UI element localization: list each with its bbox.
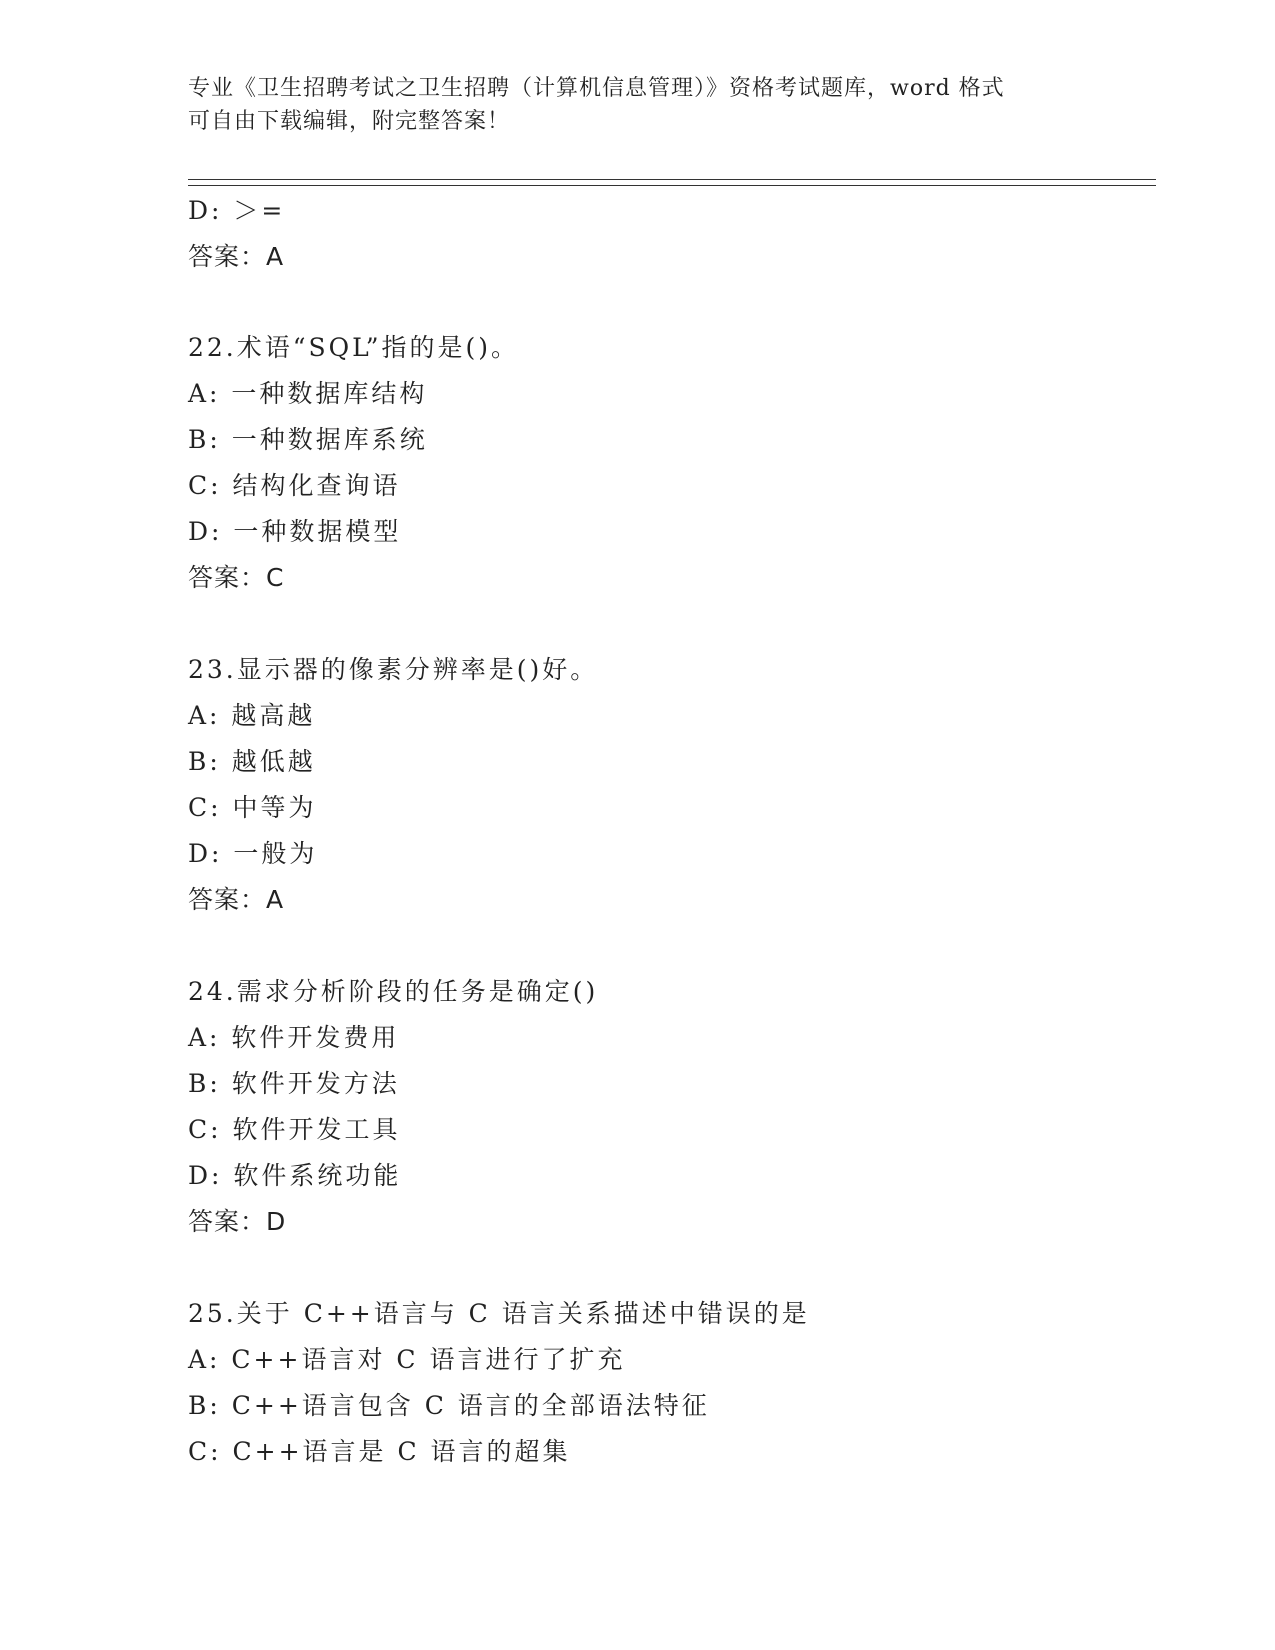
option-d: D: 一种数据模型 [188, 517, 402, 546]
header-divider [188, 179, 1156, 186]
option-d: D: 软件系统功能 [188, 1161, 402, 1190]
option-c: C: C++语言是 C 语言的超集 [188, 1437, 571, 1466]
document-header [188, 72, 1088, 138]
option-b: B: 越低越 [188, 747, 316, 776]
answer: 答案：D [188, 1207, 287, 1236]
question-stem: 23.显示器的像素分辨率是()好。 [188, 655, 599, 684]
prev-option-d: D: ＞= [188, 196, 286, 225]
option-b: B: C++语言包含 C 语言的全部语法特征 [188, 1391, 710, 1420]
option-a: A: 软件开发费用 [188, 1023, 400, 1052]
question-stem: 24.需求分析阶段的任务是确定() [188, 977, 599, 1006]
option-d: D: 一般为 [188, 839, 318, 868]
prev-answer: 答案：A [188, 242, 285, 271]
question-25 [188, 1291, 1158, 1475]
question-list [188, 188, 1158, 1475]
question-22 [188, 325, 1158, 601]
question-23 [188, 647, 1158, 923]
option-a: A: 越高越 [188, 701, 316, 730]
answer: 答案：A [188, 885, 285, 914]
option-a: A: 一种数据库结构 [188, 379, 428, 408]
option-c: C: 中等为 [188, 793, 317, 822]
option-c: C: 结构化查询语 [188, 471, 401, 500]
answer: 答案：C [188, 563, 285, 592]
option-b: B: 软件开发方法 [188, 1069, 400, 1098]
option-a: A: C++语言对 C 语言进行了扩充 [188, 1345, 626, 1374]
question-stem: 25.关于 C++语言与 C 语言关系描述中错误的是 [188, 1299, 810, 1328]
question-24 [188, 969, 1158, 1245]
header-line-2: 可自由下载编辑，附完整答案！ [188, 109, 511, 134]
header-line-1: 专业《卫生招聘考试之卫生招聘（计算机信息管理）》资格考试题库，word 格式 [188, 76, 1005, 101]
option-c: C: 软件开发工具 [188, 1115, 401, 1144]
option-b: B: 一种数据库系统 [188, 425, 428, 454]
question-stem: 22.术语“SQL”指的是()。 [188, 333, 520, 362]
